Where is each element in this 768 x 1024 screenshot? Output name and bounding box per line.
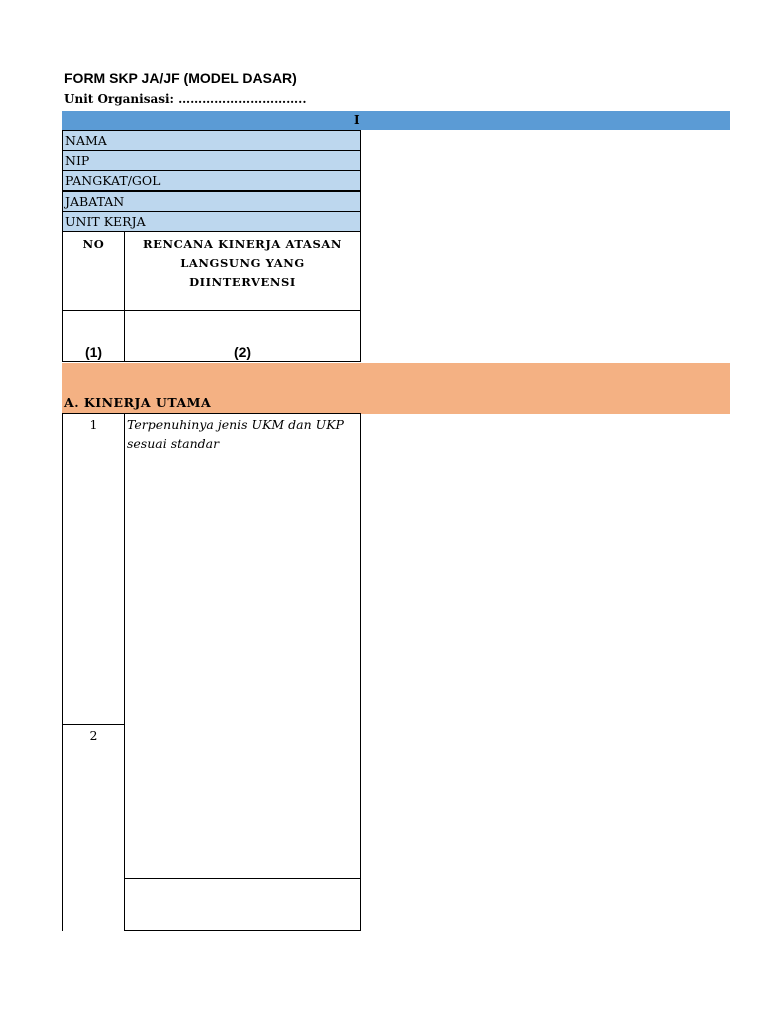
header-rencana-label: RENCANA KINERJA ATASAN LANGSUNG YANG DIINTERVENSI — [142, 237, 342, 289]
form-title: FORM SKP JA/JF (MODEL DASAR) — [64, 70, 297, 86]
row-1-no: 1 — [89, 417, 98, 432]
identity-row-nama: NAMA — [62, 130, 361, 151]
row-2-rencana-text — [125, 879, 360, 880]
identity-row-jabatan: JABATAN — [62, 191, 361, 212]
column-number-1: (1) — [84, 344, 103, 360]
header-cell-number-2 — [124, 310, 361, 362]
identity-row-nip: NIP — [62, 150, 361, 171]
row-1-rencana-text: Terpenuhinya jenis UKM dan UKP sesuai standar — [127, 417, 344, 451]
row-2-rencana-cell — [124, 878, 361, 931]
header-cell-rencana — [124, 231, 361, 311]
header-no-label: NO — [82, 237, 105, 251]
identity-row-unit-kerja: UNIT KERJA — [62, 211, 361, 232]
row-2-no: 2 — [89, 728, 98, 743]
row-1-rencana-cell — [124, 413, 361, 879]
header-cell-no — [62, 231, 125, 311]
section-title: A. KINERJA UTAMA — [64, 395, 212, 410]
header-band — [62, 111, 730, 130]
row-2-no-cell — [62, 724, 125, 931]
unit-organisasi-label: Unit Organisasi: ………………………….. — [64, 92, 307, 106]
row-1-no-cell — [62, 413, 125, 725]
identity-row-pangkat: PANGKAT/GOL — [62, 170, 361, 191]
header-band-text: I — [354, 113, 360, 127]
column-number-2: (2) — [233, 344, 252, 360]
header-cell-number-1 — [62, 310, 125, 362]
